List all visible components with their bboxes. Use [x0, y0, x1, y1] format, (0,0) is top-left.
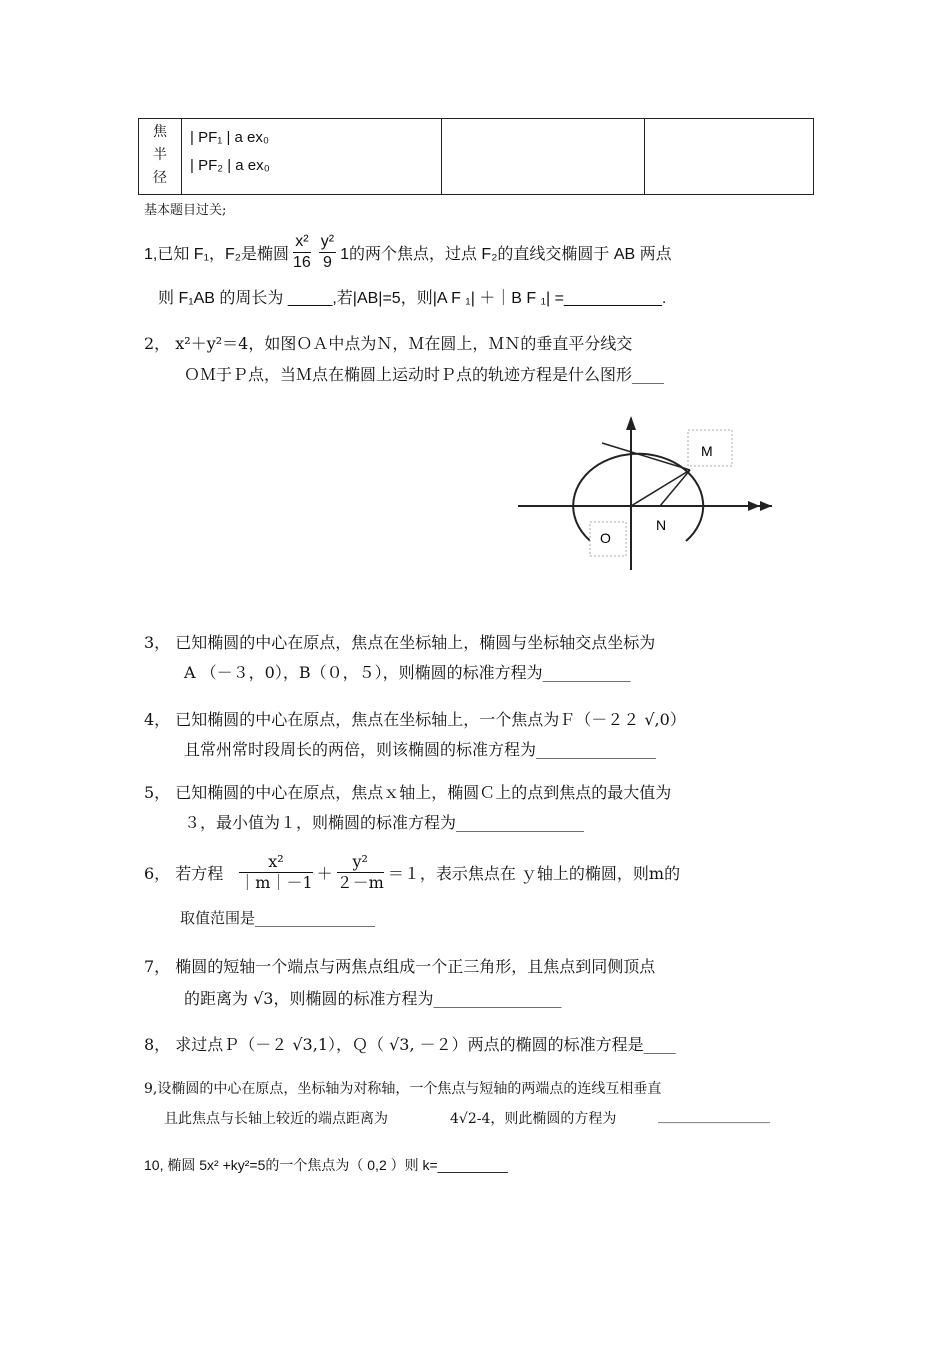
- question-2-line-1: 2， x²＋y²＝4，如图ＯＡ中点为Ｎ，Ｍ在圆上，ＭＮ的垂直平分线交: [144, 334, 633, 353]
- question-4-line-2: 且常州常时段周长的两倍，则该椭圆的标准方程为_______________: [184, 740, 657, 759]
- question-3-line-1: 3， 已知椭圆的中心在原点，焦点在坐标轴上，椭圆与坐标轴交点坐标为: [144, 633, 656, 652]
- fraction-x2: [239, 852, 312, 893]
- section-title: 基本题目过关;: [144, 203, 227, 218]
- y-arrow-icon: [626, 416, 636, 430]
- question-3-line-2: A （－３，0），B（０，５），则椭圆的标准方程为___________: [184, 663, 631, 682]
- empty-cell: [645, 119, 814, 195]
- question-7-line-1: 7， 椭圆的短轴一个端点与两焦点组成一个正三角形，且焦点到同侧顶点: [144, 957, 656, 976]
- frac-den: ２－m: [336, 873, 384, 892]
- q6-prefix: 6， 若方程: [144, 864, 224, 883]
- header-char-1: 焦: [153, 124, 167, 140]
- frac-num: y²: [337, 852, 384, 873]
- plus-sign: ＋: [316, 864, 333, 883]
- question-9-blank: ________________: [658, 1108, 770, 1124]
- formula-pf1: | PF₁ | a ex₀: [190, 129, 270, 146]
- table-header-cell: [139, 119, 182, 195]
- empty-cell: [442, 119, 645, 195]
- label-n: N: [656, 517, 667, 533]
- header-char-2: 半: [153, 147, 167, 163]
- question-9-line-2a: 且此焦点与长轴上较近的端点距离为: [164, 1111, 388, 1127]
- question-2-line-2: ＯＭ于Ｐ点，当Ｍ点在椭圆上运动时Ｐ点的轨迹方程是什么图形____: [184, 365, 665, 384]
- x-arrow-icon: [760, 501, 772, 511]
- header-char-3: 径: [153, 170, 167, 186]
- segment-om: [631, 470, 690, 506]
- question-5-line-2: ３，最小值为１，则椭圆的标准方程为________________: [184, 813, 585, 832]
- question-8-line-1: 8， 求过点Ｐ（－２ √3,1），Ｑ（ √3, －２）两点的椭圆的标准方程是____: [144, 1035, 676, 1054]
- frac-num: x²: [293, 232, 311, 253]
- formula-cell: [182, 119, 442, 195]
- focal-radius-table: [138, 118, 814, 195]
- q1-text-a: 1,已知 F₁，F₂是椭圆: [144, 246, 289, 263]
- question-9-line-1: 9,设椭圆的中心在原点，坐标轴为对称轴，一个焦点与短轴的两端点的连线互相垂直: [144, 1081, 662, 1097]
- fraction-x2-16: [293, 232, 311, 273]
- frac-num: y²: [319, 232, 336, 253]
- question-6-line-1: [144, 852, 680, 893]
- x-arrow-icon: [748, 501, 760, 511]
- question-9-line-2b: 4√2-4，则此椭圆的方程为: [450, 1111, 617, 1127]
- fraction-y2-9: [319, 232, 336, 273]
- q6-suffix: ＝１，表示焦点在 ｙ轴上的椭圆，则m的: [387, 864, 681, 883]
- question-4-line-1: 4， 已知椭圆的中心在原点，焦点在坐标轴上，一个焦点为Ｆ（－２２ √,0）: [144, 710, 686, 729]
- frac-den: 16: [292, 254, 311, 271]
- fraction-y2: [337, 852, 384, 893]
- frac-num: x²: [239, 852, 312, 873]
- label-m: M: [701, 443, 713, 459]
- frac-den: 9: [322, 254, 332, 271]
- question-6-line-2: 取值范围是________________: [180, 909, 376, 927]
- q1-text-b: 1的两个焦点，过点 F₂的直线交椭圆于 AB 两点: [340, 246, 672, 263]
- ellipse-figure: [510, 410, 780, 575]
- label-o: O: [600, 530, 611, 546]
- question-1-line-2: 则 F₁AB 的周长为 _____,若|AB|=5，则|A F ₁| ＋｜B F ₁| =___________.: [158, 290, 667, 307]
- question-5-line-1: 5， 已知椭圆的中心在原点，焦点ｘ轴上，椭圆Ｃ上的点到焦点的最大值为: [144, 783, 672, 802]
- formula-pf2: | PF₂ | a ex₀: [190, 157, 270, 174]
- frac-den: ｜m｜－1: [239, 873, 313, 892]
- question-7-line-2: 的距离为 √3，则椭圆的标准方程为________________: [184, 989, 562, 1008]
- segment-nm: [660, 470, 690, 506]
- question-1-line-1: [144, 232, 672, 273]
- question-10-line-1: 10, 椭圆 5x² +ky²=5的一个焦点为（ 0,2 ）则 k=_________: [144, 1157, 508, 1173]
